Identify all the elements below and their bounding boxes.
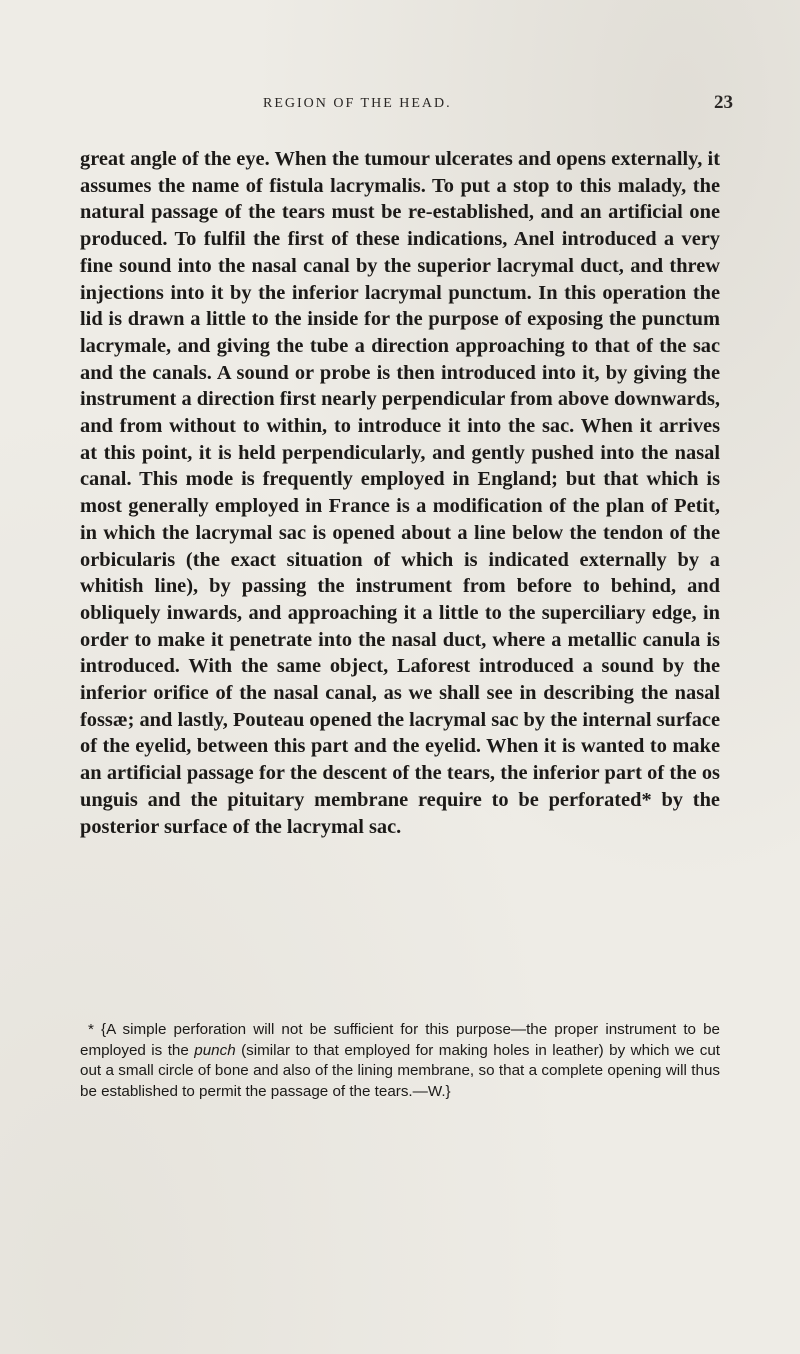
footnote (80, 1020, 720, 1102)
main-paragraph: great angle of the eye. When the tumour ulcerates and opens externally, it assumes the name of fistula lacrymalis. To put a stop to this malady, the natural passage of the tears must be re-established, and an artificial one produced. To fulfil the first of these indications, Anel introduced a very fine sound into the nasal canal by the superior lacrymal duct, and threw injections into it by the inferior lacrymal punctum. In this operation the lid is drawn a little to the inside for the purpose of exposing the punctum lacrymale, and giving the tube a direction approaching to that of the sac and the canals. A sound or probe is then introduced into it, by giving the instrument a direction first nearly perpendicular from above downwards, and from without to within, to introduce it into the sac. When it arrives at this point, it is held perpendicularly, and gently pushed into the nasal canal. This mode is frequently employed in England; but that which is most generally employed in France is a modification of the plan of Petit, in which the lacrymal sac is opened about a line below the tendon of the orbicularis (the exact situation of which is indicated externally by a whitish line), by passing the instrument from before to behind, and obliquely inwards, and approaching it a little to the superciliary edge, in order to make it penetrate into the nasal duct, where a metallic canula is introduced. With the same object, Laforest introduced a sound by the inferior orifice of the nasal canal, as we shall see in describing the nasal fossæ; and lastly, Pouteau opened the lacrymal sac by the internal surface of the eyelid, between this part and the eyelid. When it is wanted to make an artificial passage for the descent of the tears, the inferior part of the os unguis and the pituitary membrane require to be perforated* by the posterior surface of the lacrymal sac. (80, 148, 721, 838)
running-header (263, 92, 733, 118)
footnote-text-before: A simple perforation will not be sufficient for this purpose—the proper instrument to be employed is the (80, 1021, 721, 1059)
page-number: 23 (714, 92, 733, 113)
running-title: REGION OF THE HEAD. (263, 96, 452, 111)
footnote-marker: * { (88, 1021, 107, 1038)
footnote-emphasis: punch (194, 1041, 236, 1059)
footnote-text-after: (similar to that employed for making holes in leather) by which we cut out a small circle of bone and also of the lining membrane, so that a complete opening will thus be established to permit the passage of the tears.—W.} (80, 1041, 721, 1100)
